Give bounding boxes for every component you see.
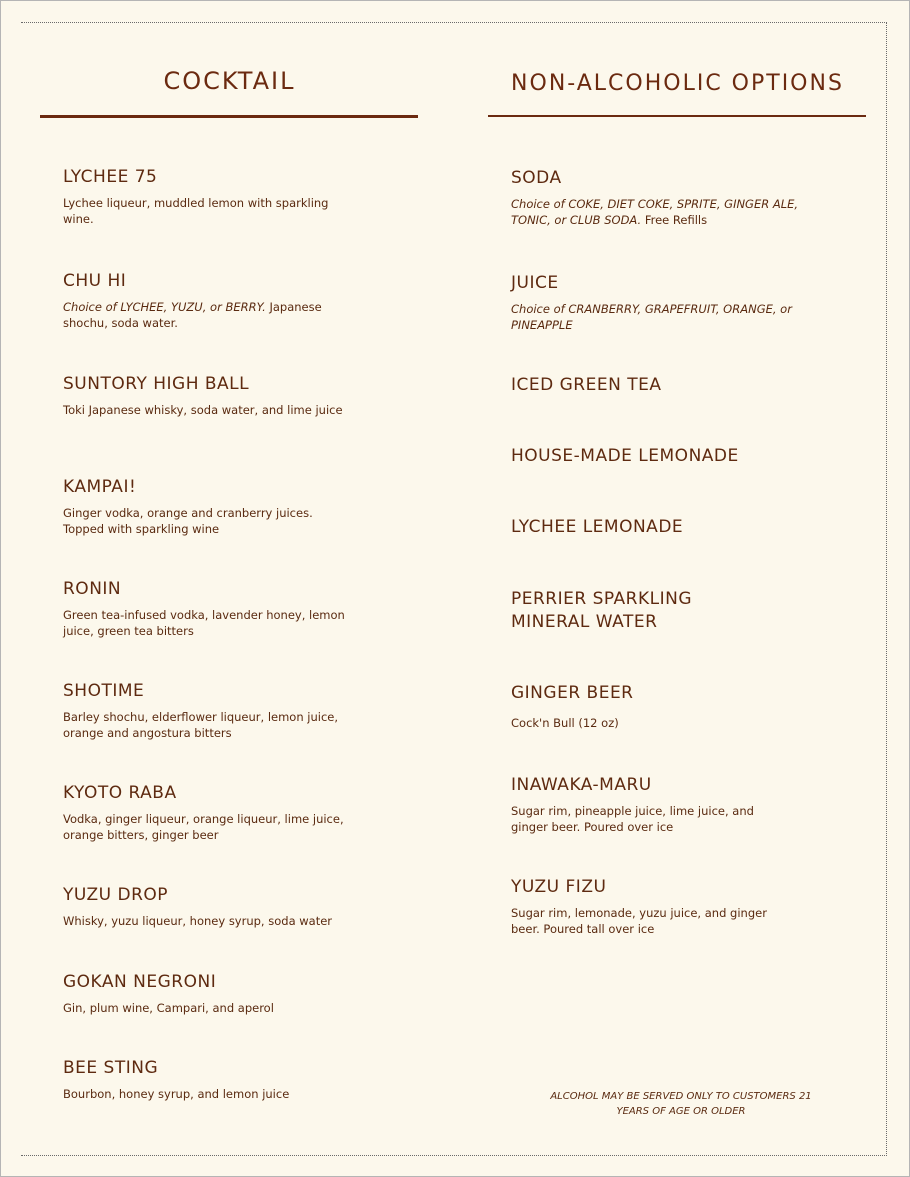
item-options: Choice of COKE, DIET COKE, SPRITE, GINGER ALE, TONIC, or CLUB SODA. [511,197,799,227]
item-name: GINGER BEER [511,683,634,703]
item-name: YUZU DROP [63,885,169,905]
item-description: Gin, plum wine, Campari, and aperol [63,1001,274,1015]
menu-item [63,578,353,639]
item-name: LYCHEE 75 [63,167,158,187]
item-name: GOKAN NEGRONI [63,972,217,992]
menu-item [511,374,811,397]
item-options: Choice of CRANBERRY, GRAPEFRUIT, ORANGE, or PINEAPPLE [511,302,792,332]
item-name: ICED GREEN TEA [511,375,662,395]
menu-item [63,680,353,741]
menu-item [511,588,731,634]
item-description: Vodka, ginger liqueur, orange liqueur, lime juice, orange bitters, ginger beer [63,812,344,842]
menu-item [511,272,811,333]
menu-item [511,876,811,937]
item-description [511,196,811,228]
item-description: Bourbon, honey syrup, and lemon juice [63,1087,290,1101]
item-description: Sugar rim, lemonade, yuzu juice, and ginger beer. Poured tall over ice [511,906,767,936]
menu-item [63,1057,353,1102]
menu-item [511,167,811,228]
item-name: SUNTORY HIGH BALL [63,374,250,394]
item-description-text: Free Refills [641,213,708,227]
item-name: BEE STING [63,1058,159,1078]
item-description [511,301,811,333]
item-name: SHOTIME [63,681,145,701]
item-description: Barley shochu, elderflower liqueur, lemon juice, orange and angostura bitters [63,710,339,740]
menu-item [63,270,353,331]
menu-item [63,373,353,418]
non-alcoholic-heading-rule [488,115,866,117]
cocktail-heading-rule [40,115,418,118]
menu-item [63,971,353,1016]
alcohol-age-notice: ALCOHOL MAY BE SERVED ONLY TO CUSTOMERS 21 YEARS OF AGE OR OLDER [550,1091,812,1117]
menu-item [63,884,353,929]
menu-item [511,516,811,539]
item-name: INAWAKA-MARU [511,775,652,795]
menu-item [511,445,811,468]
item-description-text: Japanese shochu, soda water. [63,300,322,330]
item-description: Sugar rim, pineapple juice, lime juice, and ginger beer. Poured over ice [511,804,754,834]
item-name: KYOTO RABA [63,783,177,803]
item-name: LYCHEE LEMONADE [511,517,684,537]
item-name: RONIN [63,579,122,599]
item-name: KAMPAI! [63,477,137,497]
item-description: Cock'n Bull (12 oz) [511,716,619,730]
item-description: Ginger vodka, orange and cranberry juices. Topped with sparkling wine [63,506,313,536]
item-description: Toki Japanese whisky, soda water, and lime juice [63,403,343,417]
item-options: Choice of LYCHEE, YUZU, or BERRY. [63,300,266,314]
item-description: Green tea-infused vodka, lavender honey, lemon juice, green tea bitters [63,608,345,638]
item-name: HOUSE-MADE LEMONADE [511,446,739,466]
menu-item [511,774,811,835]
item-description: Whisky, yuzu liqueur, honey syrup, soda water [63,914,333,928]
non-alcoholic-heading: NON-ALCOHOLIC OPTIONS [511,71,844,96]
cocktail-heading: COCKTAIL [163,67,296,95]
item-description [63,299,353,331]
item-name: YUZU FIZU [511,877,607,897]
item-name: CHU HI [63,271,127,291]
item-name: PERRIER SPARKLING MINERAL WATER [511,589,693,632]
menu-item [511,682,811,731]
item-name: JUICE [511,273,559,293]
item-description: Lychee liqueur, muddled lemon with sparkling wine. [63,196,329,226]
menu-item [63,476,353,537]
menu-item [63,782,353,843]
menu-item [63,166,353,227]
item-name: SODA [511,168,562,188]
